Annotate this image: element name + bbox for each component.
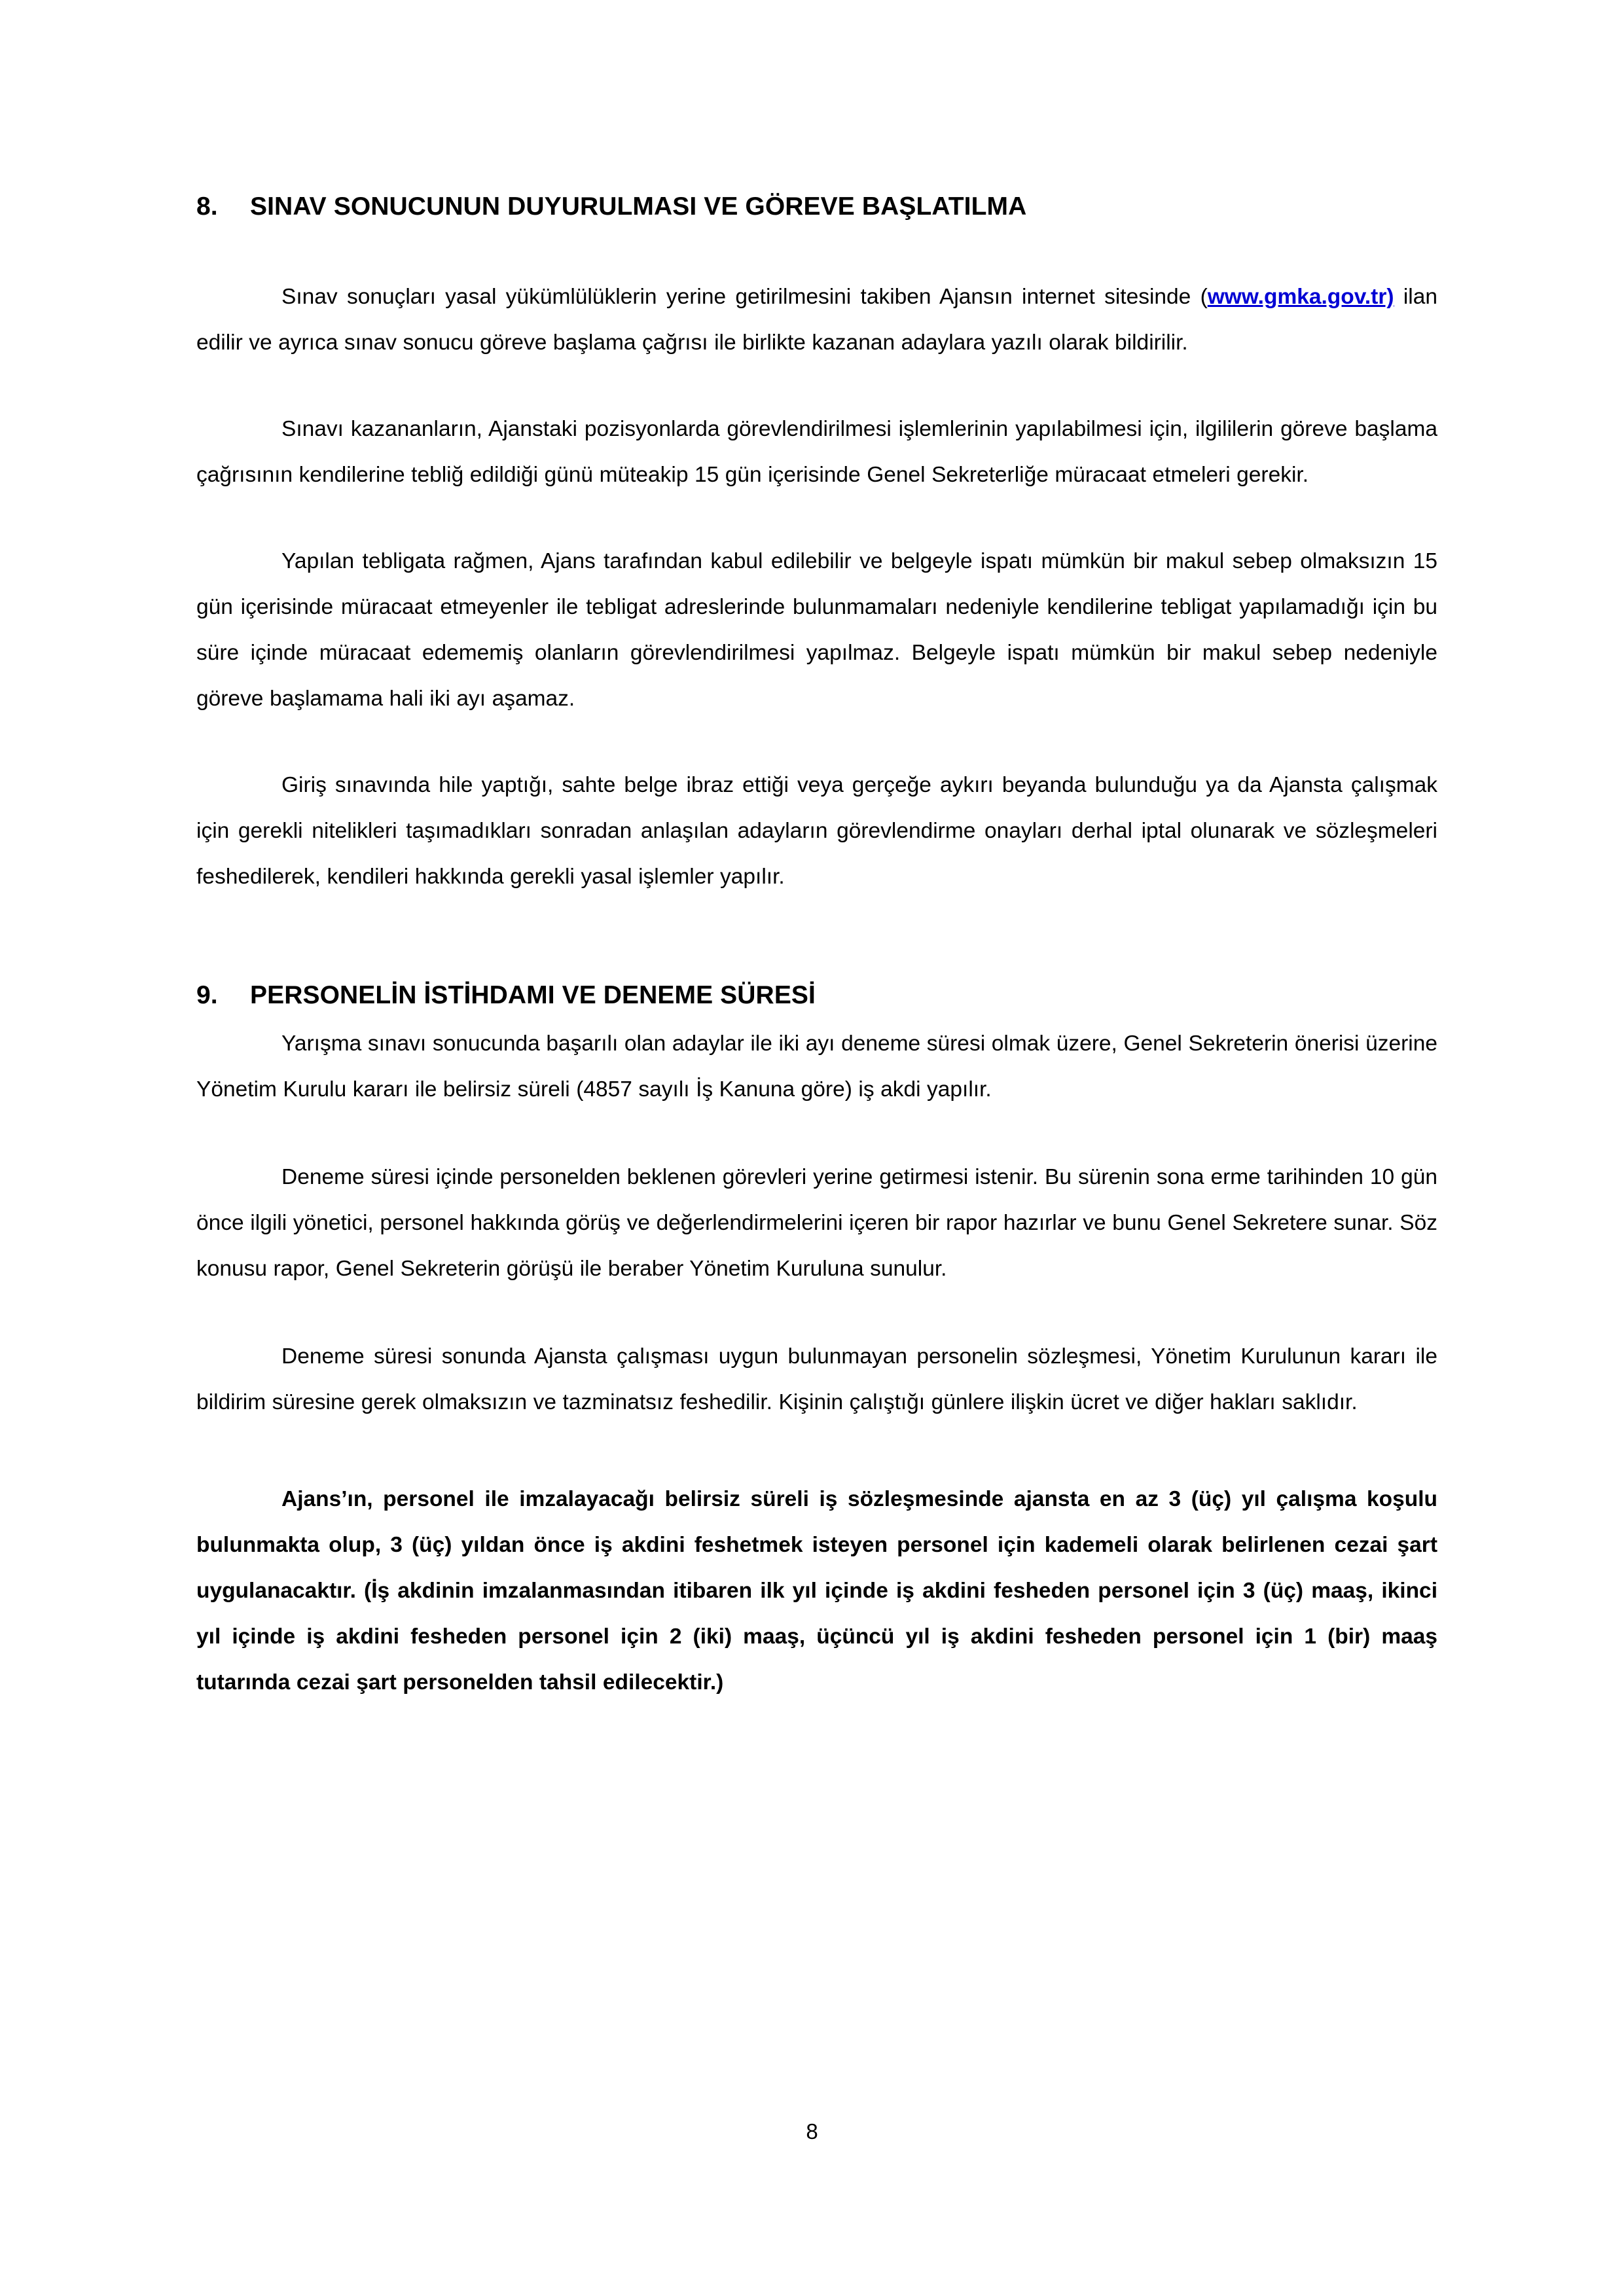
paragraph-8-1-after-link: ilan edilir ve ayrıca sınav sonucu göreve başlama çağrısı ile birlikte kazanan adaylara yazılı olarak bildirilir. — [196, 284, 1437, 355]
section-title-9: PERSONELİN İSTİHDAMI VE DENEME SÜRESİ — [250, 980, 816, 1009]
paragraph-9-3: Deneme süresi sonunda Ajansta çalışması uygun bulunmayan personelin sözleşmesi, Yönetim Kurulunun kararı ile bildirim süresine gerek olmaksızın ve tazminatsız feshedilir. Kişinin çalıştığı günlere ilişkin ücret ve diğer hakları saklıdır. — [196, 1344, 1437, 1414]
paragraph-9-1: Yarışma sınavı sonucunda başarılı olan adaylar ile iki ayı deneme süresi olmak üzere, Genel Sekreterin önerisi üzerine Yönetim Kurulu kararı ile belirsiz süreli (4857 sayılı İş Kanuna göre) iş akdi yapılır. — [196, 1031, 1437, 1102]
paragraph-8-1 — [196, 274, 1437, 366]
page-number: 8 — [806, 2119, 818, 2144]
section-number-8: 8. — [196, 192, 218, 221]
paragraph-8-3: Yapılan tebligata rağmen, Ajans tarafından kabul edilebilir ve belgeyle ispatı mümkün bir makul sebep olmaksızın 15 gün içerisinde müracaat etmeyenler ile tebligat adreslerinde bulunmamaları nedeniyle kendilerine tebligat yapılamadığı için bu süre içinde müracaat edememiş olanların görevlendirilmesi yapılmaz. Belgeyle ispatı mümkün bir makul sebep nedeniyle göreve başlamama hali iki ayı aşamaz. — [196, 548, 1437, 711]
spacer — [196, 1426, 1437, 1477]
paragraph-8-4: Giriş sınavında hile yaptığı, sahte belge ibraz ettiği veya gerçeğe aykırı beyanda bulunduğu ya da Ajansta çalışmak için gerekli nitelikleri taşımadıkları sonradan anlaşılan adayların görevlendirme onayları derhal iptal olunarak ve sözleşmeleri feshedilerek, kendileri hakkında gerekli yasal işlemler yapılır. — [196, 772, 1437, 889]
spacer — [196, 1292, 1437, 1334]
spacer — [196, 366, 1437, 406]
paragraph-8-1-before-link: Sınav sonuçları yasal yükümlülüklerin yerine getirilmesini takiben Ajansın internet sitesinde ( — [281, 284, 1208, 309]
spacer — [196, 1012, 1437, 1021]
section-title-8: SINAV SONUCUNUN DUYURULMASI VE GÖREVE BAŞLATILMA — [250, 192, 1027, 221]
page-content — [196, 191, 1437, 1706]
section-number-9: 9. — [196, 980, 218, 1009]
gmka-website-link[interactable]: www.gmka.gov.tr) — [1207, 284, 1394, 309]
spacer — [196, 498, 1437, 539]
section-heading-9 — [196, 980, 1437, 1012]
paragraph-9-4-penalty-clause: Ajans’ın, personel ile imzalayacağı belirsiz süreli iş sözleşmesinde ajansta en az 3 (üç) yıl çalışma koşulu bulunmakta olup, 3 (üç) yıldan önce iş akdini feshetmek isteyen personel için kademeli olarak belirlenen cezai şart uygulanacaktır. (İş akdinin imzalanmasından itibaren ilk yıl içinde iş akdini fesheden personel için 3 (üç) maaş, ikinci yıl içinde iş akdini fesheden personel için 2 (iki) maaş, üçüncü yıl iş akdini fesheden personel için 1 (bir) maaş tutarında cezai şart personelden tahsil edilecektir.) — [196, 1486, 1437, 1695]
paragraph-8-2: Sınavı kazananların, Ajanstaki pozisyonlarda görevlendirilmesi işlemlerinin yapılabilmesi için, ilgililerin göreve başlama çağrısının kendilerine tebliğ edildiği günü müteakip 15 gün içerisinde Genel Sekreterliğe müracaat etmeleri gerekir. — [196, 416, 1437, 487]
spacer — [196, 223, 1437, 274]
spacer — [196, 900, 1437, 980]
spacer — [196, 722, 1437, 762]
section-heading-8 — [196, 191, 1437, 223]
spacer — [196, 1113, 1437, 1155]
paragraph-9-2: Deneme süresi içinde personelden beklenen görevleri yerine getirmesi istenir. Bu sürenin sona erme tarihinden 10 gün önce ilgili yönetici, personel hakkında görüş ve değerlendirmelerini içeren bir rapor hazırlar ve bunu Genel Sekretere sunar. Söz konusu rapor, Genel Sekreterin görüşü ile beraber Yönetim Kuruluna sunulur. — [196, 1164, 1437, 1281]
